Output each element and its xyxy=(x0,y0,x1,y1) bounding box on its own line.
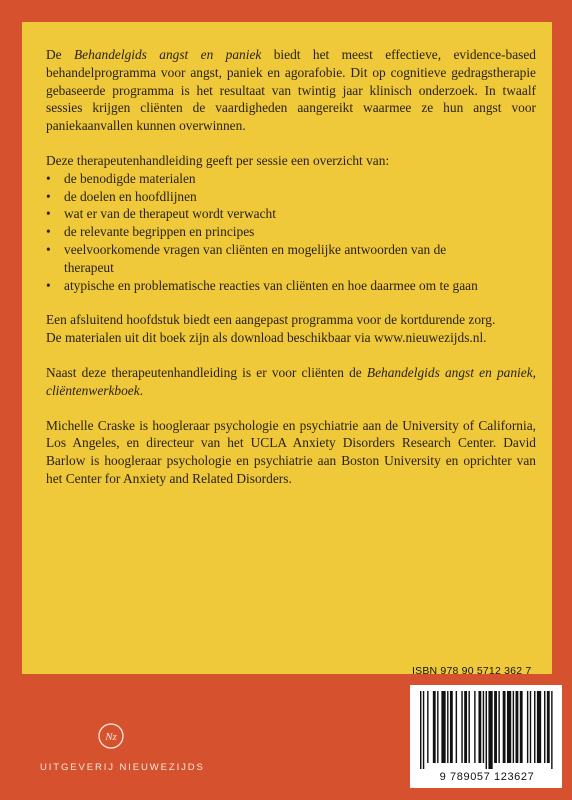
extra-line-2: De materialen uit dit boek zijn als download beschikbaar via www.nieuwezijds.nl. xyxy=(46,330,487,346)
extra-line-1: Een afsluitend hoofdstuk biedt een aangepast programma voor de kortdurende zorg. xyxy=(46,312,496,328)
intro-lead: De xyxy=(46,47,74,62)
intro-paragraph xyxy=(46,46,536,135)
list-item: • atypische en problematische reacties van cliënten en hoe daarmee om te gaan xyxy=(46,277,536,295)
isbn-label: ISBN 978 90 5712 362 7 xyxy=(412,665,532,677)
publisher-name: UITGEVERIJ NIEUWEZIJDS xyxy=(40,762,205,773)
overview-heading: Deze therapeutenhandleiding geeft per sessie een overzicht van: xyxy=(46,152,390,168)
list-item: • veelvoorkomende vragen van cliënten en mogelijke antwoorden van de therapeut xyxy=(46,241,536,277)
book-title-italic: Behandelgids angst en paniek xyxy=(74,47,262,62)
barcode-image xyxy=(420,691,554,769)
list-item: • de doelen en hoofdlijnen xyxy=(46,188,536,206)
logo-monogram: Nz xyxy=(105,731,117,743)
authors-paragraph: Michelle Craske is hoogleraar psychologie en psychiatrie aan de University of California, Los Angeles, en directeur van het UCLA Anxiety Disorders Research Center. David Barlow is hoogleraar psychologie en psychiatrie aan Boston University en oprichter van het Center for Anxiety and Related Disorders. xyxy=(46,417,536,486)
list-item: • wat er van de therapeut wordt verwacht xyxy=(46,205,536,223)
workbook-paragraph xyxy=(46,364,536,400)
back-cover-text-panel xyxy=(22,22,552,674)
workbook-title-italic: Behandelgids angst en paniek, cliëntenwerkboek xyxy=(46,364,536,398)
list-item: • de benodigde materialen xyxy=(46,170,536,188)
intro-body: biedt het meest effectieve, evidence-based behandelprogramma voor angst, paniek en agorafobie. Dit op cognitieve gedragstherapie gebaseerde programma is het resultaat van twintig jaar klinisch onderzoek. In twaalf sessies krijgen cliënten de vaardigheden aangereikt waarmee ze hun angst voor paniekaanvallen kunnen overwinnen. xyxy=(46,47,536,134)
barcode-box xyxy=(410,685,562,788)
workbook-end: . xyxy=(139,382,144,398)
isbn-digits: 9 789057 123627 xyxy=(439,771,535,783)
publisher-logo-icon xyxy=(98,723,124,749)
overview-list xyxy=(46,170,536,295)
list-item: • de relevante begrippen en principes xyxy=(46,223,536,241)
workbook-lead: Naast deze therapeutenhandleiding is er voor cliënten de xyxy=(46,364,367,380)
